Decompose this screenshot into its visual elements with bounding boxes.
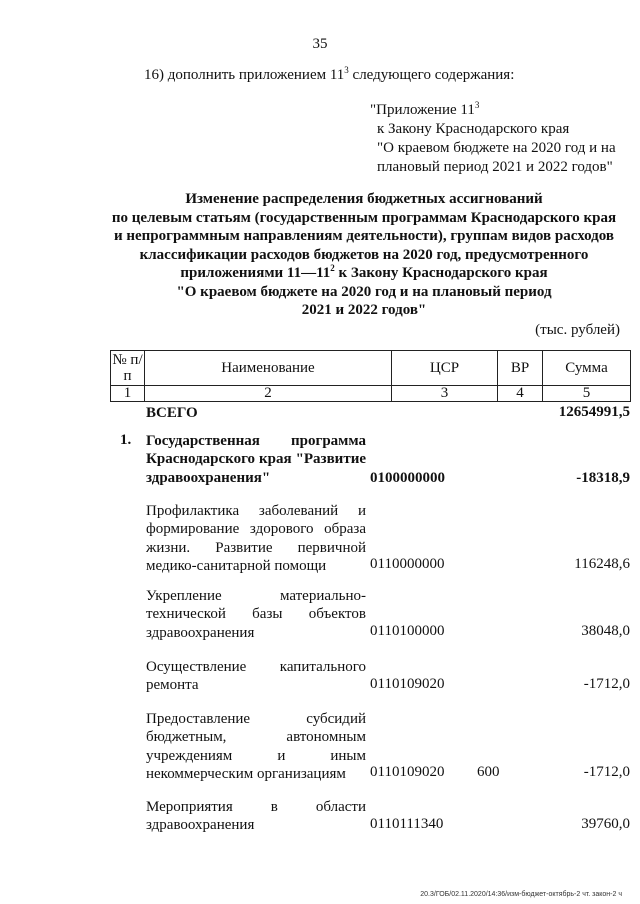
intro-before: 16) дополнить приложением 11	[144, 67, 345, 83]
row-name: Осуществление капитального ремонта	[146, 659, 366, 694]
row-number: 1.	[120, 432, 132, 448]
total-label: ВСЕГО	[146, 405, 198, 421]
intro-text	[144, 67, 514, 84]
total-sum: 12654991,5	[558, 404, 630, 420]
column-number: 2	[145, 386, 392, 402]
row-csr: 0100000000	[370, 470, 445, 486]
page-number: 35	[312, 36, 328, 52]
row-sum: 116248,6	[574, 556, 630, 572]
column-number: 5	[543, 386, 631, 402]
row-csr: 0110000000	[370, 556, 445, 572]
document-footer: 20.3/ГОБ/02.11.2020/14:36/изм-бюджет-октябрь-2 чт. закон-2 ч	[420, 891, 622, 898]
row-name: Профилактика заболеваний и формирование здорового образа жизни. Развитие первичной медико-санитарной помощи	[146, 503, 366, 574]
title-line: "О краевом бюджете на 2020 год и на плановый период	[176, 283, 552, 300]
row-sum: -18318,9	[576, 470, 630, 486]
header-vr: ВР	[498, 351, 543, 386]
header-num: № п/п	[112, 352, 143, 384]
row-vr: 600	[477, 764, 500, 780]
row-sum: -1712,0	[583, 676, 630, 692]
appendix-line-2: к Закону Краснодарского края	[377, 121, 570, 137]
header-name: Наименование	[145, 351, 392, 386]
column-number: 1	[111, 386, 145, 402]
row-name: Предоставление субсидий бюджетным, автономным учреждениям и иным некоммерческим организациям	[146, 711, 366, 782]
title-line: 2021 и 2022 годов"	[301, 302, 427, 318]
row-sum: 39760,0	[581, 816, 630, 832]
units-label: (тыс. рублей)	[535, 322, 620, 338]
row-csr: 0110111340	[370, 816, 444, 832]
column-number: 4	[498, 386, 543, 402]
appendix-line-4: плановый период 2021 и 2022 годов"	[377, 159, 613, 175]
appendix-line-1: "Приложение $11^3$	[370, 100, 480, 118]
row-sum: -1712,0	[583, 764, 630, 780]
table-header	[110, 350, 631, 402]
title-line: по целевым статьям (государственным программам Краснодарского края	[111, 209, 617, 226]
title-line: приложениями $11—11^2$ к Закону Краснодарского края	[180, 263, 548, 281]
intro-superscript: 3	[344, 65, 349, 75]
row-sum: 38048,0	[581, 623, 630, 639]
row-csr: 0110100000	[370, 623, 445, 639]
title-line: и непрограммным направлениям деятельности), группам видов расходов	[113, 228, 615, 244]
row-name: Мероприятия в области здравоохранения	[146, 799, 366, 834]
row-csr: 0110109020	[370, 676, 445, 692]
row-name: Государственная программа Краснодарского края "Развитие здравоохранения"	[146, 433, 366, 486]
row-csr: 0110109020	[370, 764, 445, 780]
title-line: классификации расходов бюджетов на 2020 год, предусмотренного	[139, 246, 589, 263]
appendix-reference	[370, 101, 616, 177]
column-number: 3	[392, 386, 498, 402]
appendix-line-3: "О краевом бюджете на 2020 год и на	[377, 140, 616, 156]
document-title	[98, 190, 630, 320]
title-line: Изменение распределения бюджетных ассигнований	[185, 191, 543, 207]
intro-after: следующего содержания:	[348, 67, 515, 83]
row-name: Укрепление материально-технической базы объектов здравоохранения	[146, 588, 366, 641]
header-sum: Сумма	[543, 351, 631, 386]
header-csr: ЦСР	[392, 351, 498, 386]
